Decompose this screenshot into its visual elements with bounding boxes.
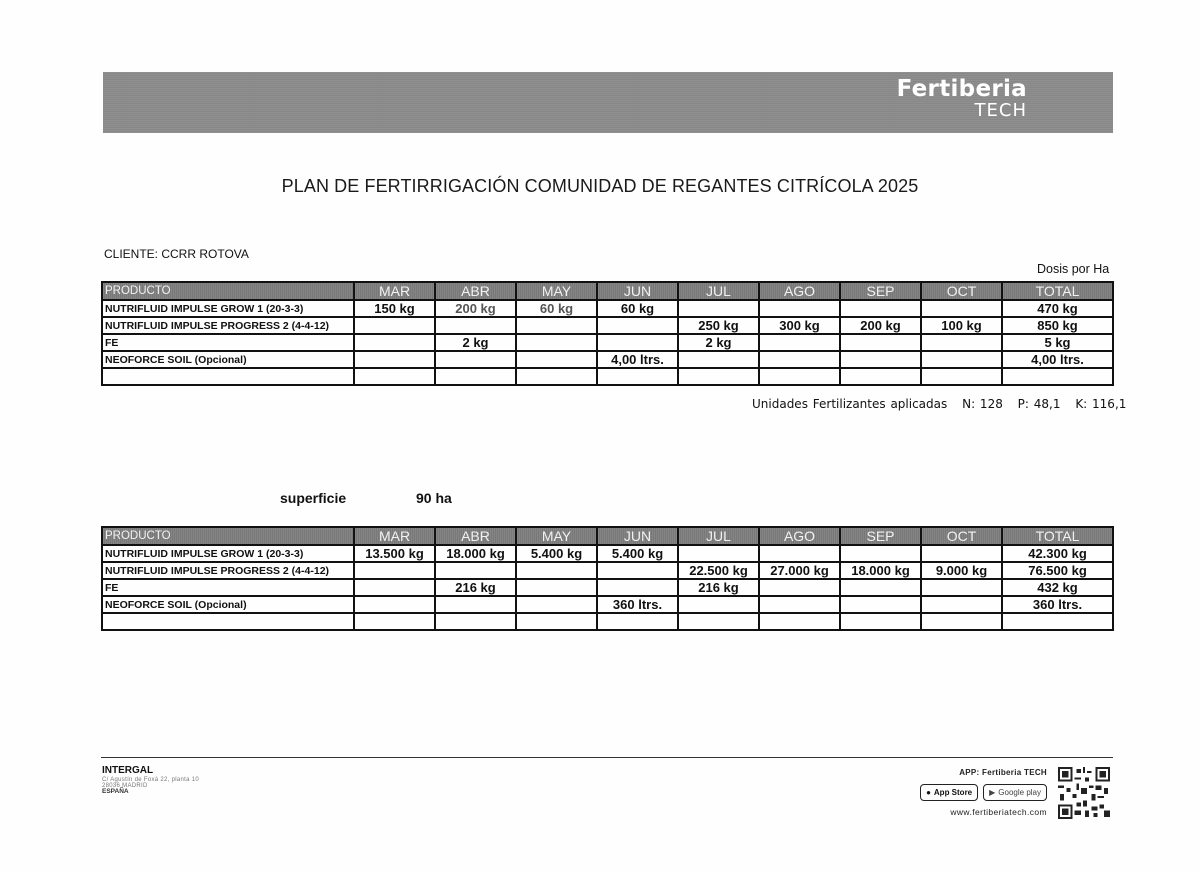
value-cell xyxy=(516,351,597,368)
value-cell: 360 ltrs. xyxy=(597,596,678,613)
value-cell xyxy=(354,596,435,613)
value-cell xyxy=(921,545,1002,562)
value-cell xyxy=(921,334,1002,351)
value-cell xyxy=(354,334,435,351)
value-cell: 4,00 ltrs. xyxy=(597,351,678,368)
fertilizer-units xyxy=(752,397,1136,411)
value-cell xyxy=(516,368,597,385)
value-cell: 5.400 kg xyxy=(597,545,678,562)
table-row xyxy=(102,334,1113,351)
value-cell: 13.500 kg xyxy=(354,545,435,562)
product-cell: NUTRIFLUID IMPULSE PROGRESS 2 (4-4-12) xyxy=(102,562,354,579)
value-cell xyxy=(678,596,759,613)
value-cell xyxy=(354,562,435,579)
value-cell xyxy=(840,579,921,596)
column-header: JUL xyxy=(678,527,759,545)
app-promo xyxy=(920,768,1047,817)
value-cell: 60 kg xyxy=(516,300,597,317)
value-cell xyxy=(435,562,516,579)
value-cell xyxy=(516,579,597,596)
table-row xyxy=(102,368,1113,385)
footer-address xyxy=(102,766,199,796)
googleplay-label: Google play xyxy=(998,788,1041,797)
brand-logo xyxy=(897,78,1027,120)
qr-code-icon xyxy=(1058,767,1110,819)
app-label: APP: Fertiberia TECH xyxy=(959,768,1047,777)
product-cell xyxy=(102,368,354,385)
value-cell: 76.500 kg xyxy=(1002,562,1113,579)
column-header: ABR xyxy=(435,527,516,545)
value-cell: 18.000 kg xyxy=(840,562,921,579)
value-cell xyxy=(597,334,678,351)
value-cell: 850 kg xyxy=(1002,317,1113,334)
column-header: MAY xyxy=(516,282,597,300)
value-cell xyxy=(921,300,1002,317)
value-cell: 200 kg xyxy=(840,317,921,334)
value-cell xyxy=(354,351,435,368)
value-cell: 360 ltrs. xyxy=(1002,596,1113,613)
value-cell xyxy=(840,334,921,351)
brand-sub: TECH xyxy=(974,100,1027,121)
address-line2: 28036 MADRID xyxy=(102,782,148,789)
appstore-label: App Store xyxy=(933,788,973,797)
value-cell xyxy=(597,613,678,630)
value-cell xyxy=(759,334,840,351)
value-cell: 9.000 kg xyxy=(921,562,1002,579)
value-cell: 300 kg xyxy=(759,317,840,334)
value-cell xyxy=(516,596,597,613)
value-cell xyxy=(435,317,516,334)
header-banner xyxy=(103,72,1113,133)
brand-name: Fertiberia xyxy=(896,76,1027,102)
googleplay-badge[interactable] xyxy=(983,784,1047,801)
column-header: OCT xyxy=(921,282,1002,300)
value-cell: 5 kg xyxy=(1002,334,1113,351)
table-row xyxy=(102,351,1113,368)
value-cell: 2 kg xyxy=(435,334,516,351)
value-cell xyxy=(597,368,678,385)
value-cell xyxy=(678,368,759,385)
value-cell: 18.000 kg xyxy=(435,545,516,562)
column-header: JUN xyxy=(597,527,678,545)
product-cell: NUTRIFLUID IMPULSE PROGRESS 2 (4-4-12) xyxy=(102,317,354,334)
column-header: TOTAL xyxy=(1002,527,1113,545)
value-cell: 60 kg xyxy=(597,300,678,317)
value-cell xyxy=(516,317,597,334)
table-row xyxy=(102,300,1113,317)
table-row xyxy=(102,562,1113,579)
dosis-label: Dosis por Ha xyxy=(1037,262,1110,276)
superficie-label: superficie xyxy=(280,490,347,506)
product-cell: FE xyxy=(102,579,354,596)
superficie-value: 90 ha xyxy=(416,490,452,506)
value-cell xyxy=(840,596,921,613)
value-cell xyxy=(597,562,678,579)
value-cell xyxy=(678,613,759,630)
value-cell xyxy=(435,596,516,613)
value-cell xyxy=(840,613,921,630)
product-cell: FE xyxy=(102,334,354,351)
value-cell xyxy=(921,579,1002,596)
value-cell xyxy=(435,368,516,385)
value-cell: 470 kg xyxy=(1002,300,1113,317)
table-row xyxy=(102,613,1113,630)
value-cell: 22.500 kg xyxy=(678,562,759,579)
value-cell: 432 kg xyxy=(1002,579,1113,596)
total-table xyxy=(101,526,1114,631)
value-cell: 200 kg xyxy=(435,300,516,317)
column-header: SEP xyxy=(840,282,921,300)
dose-per-ha-table xyxy=(101,281,1114,386)
product-cell: NEOFORCE SOIL (Opcional) xyxy=(102,351,354,368)
value-cell xyxy=(921,368,1002,385)
table-row xyxy=(102,545,1113,562)
value-cell xyxy=(921,596,1002,613)
column-header: JUN xyxy=(597,282,678,300)
column-header: AGO xyxy=(759,527,840,545)
column-header: TOTAL xyxy=(1002,282,1113,300)
value-cell xyxy=(1002,613,1113,630)
table-row xyxy=(102,579,1113,596)
value-cell xyxy=(435,613,516,630)
product-cell: NEOFORCE SOIL (Opcional) xyxy=(102,596,354,613)
column-header: ABR xyxy=(435,282,516,300)
value-cell: 5.400 kg xyxy=(516,545,597,562)
units-p: P: 48,1 xyxy=(1017,397,1061,411)
units-label: Unidades Fertilizantes aplicadas xyxy=(752,397,948,411)
value-cell: 2 kg xyxy=(678,334,759,351)
value-cell xyxy=(354,579,435,596)
value-cell: 100 kg xyxy=(921,317,1002,334)
value-cell xyxy=(759,368,840,385)
product-cell: NUTRIFLUID IMPULSE GROW 1 (20-3-3) xyxy=(102,300,354,317)
value-cell xyxy=(759,613,840,630)
column-header: SEP xyxy=(840,527,921,545)
client-label: CLIENTE: CCRR ROTOVA xyxy=(104,247,249,261)
column-header: AGO xyxy=(759,282,840,300)
value-cell: 216 kg xyxy=(678,579,759,596)
value-cell xyxy=(840,368,921,385)
column-header: MAR xyxy=(354,527,435,545)
value-cell xyxy=(435,351,516,368)
value-cell xyxy=(759,545,840,562)
play-icon: ▶ xyxy=(989,788,996,797)
table-row xyxy=(102,596,1113,613)
value-cell xyxy=(921,613,1002,630)
column-header: MAR xyxy=(354,282,435,300)
value-cell: 250 kg xyxy=(678,317,759,334)
column-header: JUL xyxy=(678,282,759,300)
value-cell xyxy=(759,351,840,368)
address-line1: C/ Agustín de Foxá 22, planta 10 xyxy=(102,776,199,783)
value-cell xyxy=(840,300,921,317)
value-cell xyxy=(759,579,840,596)
units-n: N: 128 xyxy=(962,397,1003,411)
value-cell xyxy=(759,596,840,613)
value-cell xyxy=(516,334,597,351)
product-cell xyxy=(102,613,354,630)
footer-divider xyxy=(101,757,1113,758)
value-cell: 216 kg xyxy=(435,579,516,596)
value-cell xyxy=(678,351,759,368)
value-cell xyxy=(1002,368,1113,385)
column-header: PRODUCTO xyxy=(102,527,354,545)
value-cell xyxy=(759,300,840,317)
value-cell: 42.300 kg xyxy=(1002,545,1113,562)
value-cell xyxy=(597,579,678,596)
address-country: ESPAÑA xyxy=(102,788,129,796)
value-cell xyxy=(840,351,921,368)
column-header: MAY xyxy=(516,527,597,545)
value-cell xyxy=(516,562,597,579)
value-cell xyxy=(678,545,759,562)
column-header: PRODUCTO xyxy=(102,282,354,300)
value-cell xyxy=(840,545,921,562)
value-cell xyxy=(354,613,435,630)
column-header: OCT xyxy=(921,527,1002,545)
units-k: K: 116,1 xyxy=(1075,397,1127,411)
appstore-badge[interactable] xyxy=(920,784,978,801)
value-cell: 150 kg xyxy=(354,300,435,317)
website-link[interactable]: www.fertiberiatech.com xyxy=(950,807,1047,817)
table-row xyxy=(102,317,1113,334)
company-name: INTERGAL xyxy=(102,765,154,776)
value-cell xyxy=(516,613,597,630)
product-cell: NUTRIFLUID IMPULSE GROW 1 (20-3-3) xyxy=(102,545,354,562)
value-cell xyxy=(921,351,1002,368)
value-cell xyxy=(354,368,435,385)
value-cell: 4,00 ltrs. xyxy=(1002,351,1113,368)
value-cell: 27.000 kg xyxy=(759,562,840,579)
value-cell xyxy=(354,317,435,334)
apple-icon: ● xyxy=(926,788,931,797)
document-title: PLAN DE FERTIRRIGACIÓN COMUNIDAD DE REGANTES CITRÍCOLA 2025 xyxy=(281,176,919,196)
value-cell xyxy=(597,317,678,334)
value-cell xyxy=(678,300,759,317)
